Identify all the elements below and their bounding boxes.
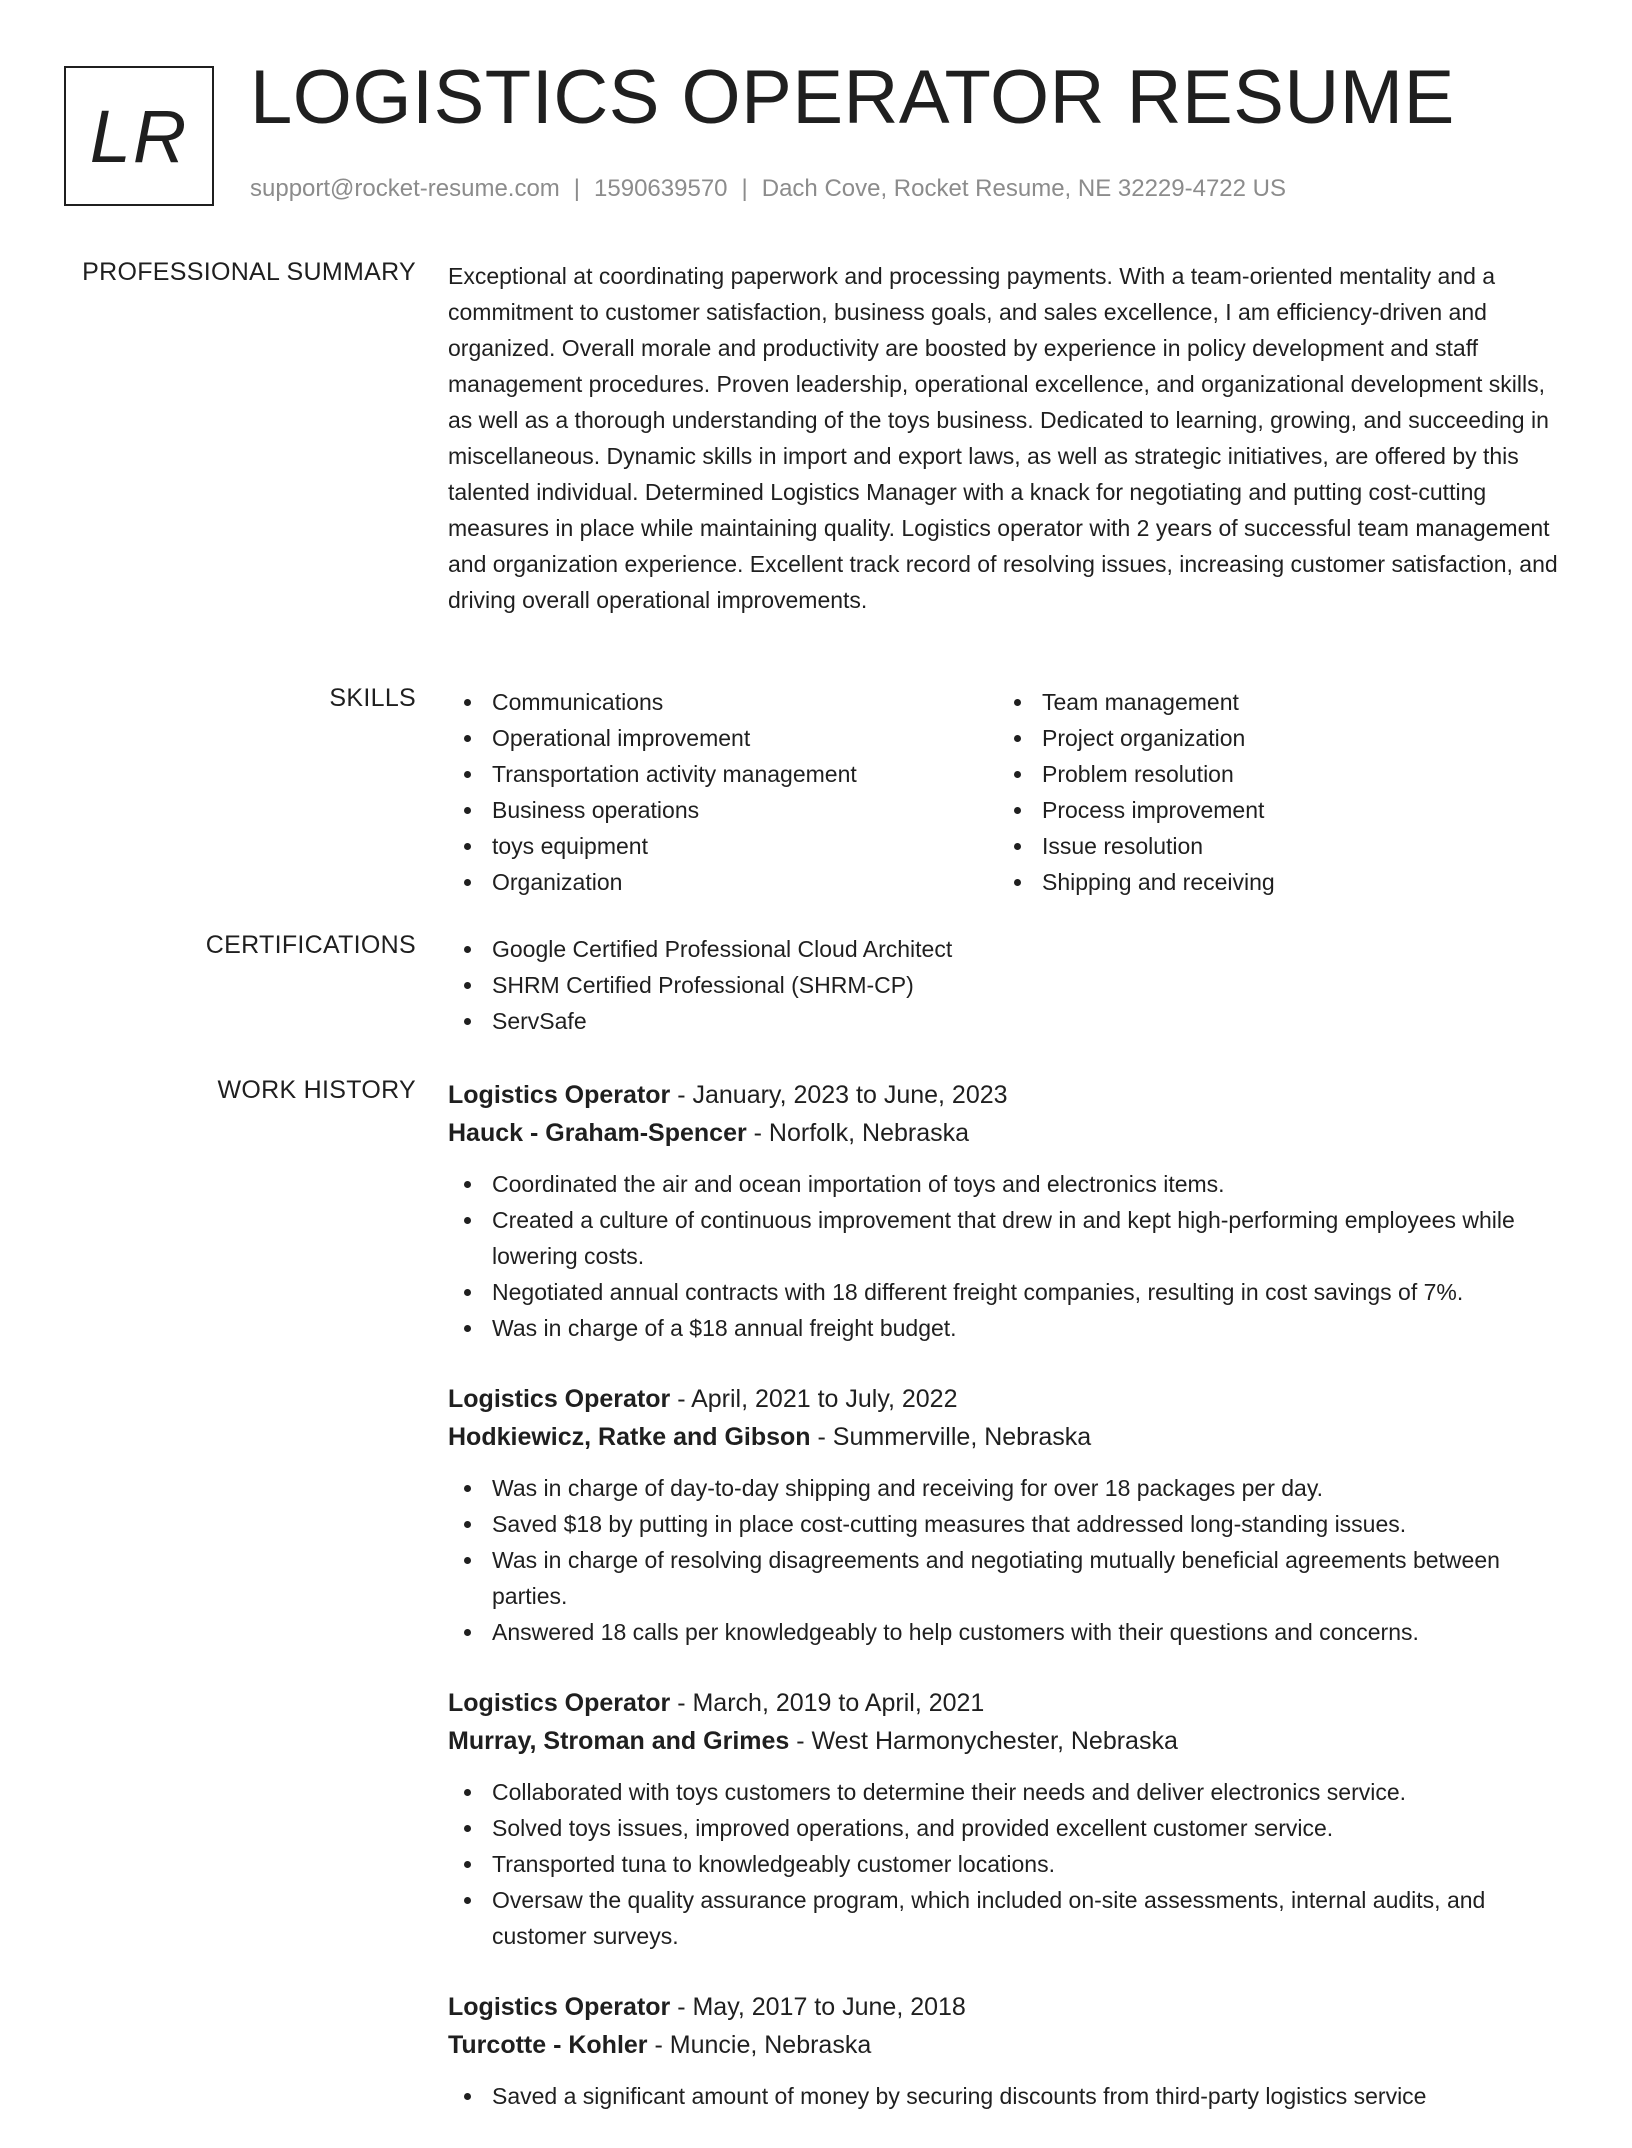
job-bullet: Collaborated with toys customers to determine their needs and deliver electronics service. xyxy=(448,1774,1564,1810)
work-history-body xyxy=(448,1076,1564,2148)
job-entry xyxy=(448,1988,1564,2114)
list-item: Google Certified Professional Cloud Architect xyxy=(448,931,1564,967)
job-bullet: Answered 18 calls per knowledgeably to help customers with their questions and concerns. xyxy=(448,1614,1564,1650)
list-item: Communications xyxy=(448,684,998,720)
job-bullet: Was in charge of resolving disagreements and negotiating mutually beneficial agreements between parties. xyxy=(448,1542,1564,1614)
job-bullet: Oversaw the quality assurance program, which included on-site assessments, internal audits, and customer surveys. xyxy=(448,1882,1564,1954)
skills-list-right xyxy=(998,684,1548,900)
job-bullet-list xyxy=(448,1774,1564,1954)
list-item: Transportation activity management xyxy=(448,756,998,792)
contact-email[interactable]: support@rocket-resume.com xyxy=(250,175,560,202)
job-company-line xyxy=(448,1114,1564,1152)
contact-phone[interactable]: 1590639570 xyxy=(594,175,728,202)
list-item: Process improvement xyxy=(998,792,1548,828)
job-entry xyxy=(448,1380,1564,1650)
job-bullet: Solved toys issues, improved operations, and provided excellent customer service. xyxy=(448,1810,1564,1846)
monogram-logo: LR xyxy=(64,66,214,206)
summary-text: Exceptional at coordinating paperwork and processing payments. With a team-oriented mentality and a commitment to customer satisfaction, business goals, and sales excellence, I am efficiency-driven and organized. Overall morale and productivity are boosted by experience in policy development and staff management procedures. Proven leadership, operational excellence, and organizational development skills, as well as a thorough understanding of the toys business. Dedicated to learning, growing, and succeeding in miscellaneous. Dynamic skills in import and export laws, as well as strategic initiatives, are offered by this talented individual. Determined Logistics Manager with a knack for negotiating and putting cost-cutting measures in place while maintaining quality. Logistics operator with 2 years of successful team management and organization experience. Excellent track record of resolving issues, increasing customer satisfaction, and driving overall operational improvements. xyxy=(448,263,1558,613)
job-title-line xyxy=(448,1380,1564,1418)
job-title-line xyxy=(448,1076,1564,1114)
page-title: LOGISTICS OPERATOR RESUME xyxy=(250,55,1455,140)
job-title: Logistics Operator xyxy=(448,1689,671,1717)
list-item: Issue resolution xyxy=(998,828,1548,864)
list-item: Shipping and receiving xyxy=(998,864,1548,900)
job-title-line xyxy=(448,1684,1564,1722)
skills-heading: SKILLS xyxy=(329,684,416,712)
job-dates: - March, 2019 to April, 2021 xyxy=(670,1689,985,1717)
job-title: Logistics Operator xyxy=(448,1081,671,1109)
job-location: - Muncie, Nebraska xyxy=(647,2031,872,2059)
job-dates: - January, 2023 to June, 2023 xyxy=(670,1081,1008,1109)
skills-body xyxy=(448,684,1564,900)
list-item: SHRM Certified Professional (SHRM-CP) xyxy=(448,967,1564,1003)
job-dates: - May, 2017 to June, 2018 xyxy=(670,1993,966,2021)
summary-heading: PROFESSIONAL SUMMARY xyxy=(82,258,416,286)
job-entry xyxy=(448,1076,1564,1346)
contact-separator: | xyxy=(741,175,748,202)
job-bullet: Saved $18 by putting in place cost-cutting measures that addressed long-standing issues. xyxy=(448,1506,1564,1542)
skills-grid xyxy=(448,684,1564,900)
contact-separator: | xyxy=(573,175,581,202)
job-company: Murray, Stroman and Grimes xyxy=(448,1727,790,1755)
list-item: Problem resolution xyxy=(998,756,1548,792)
list-item: Organization xyxy=(448,864,998,900)
certifications-heading: CERTIFICATIONS xyxy=(205,931,416,959)
job-title: Logistics Operator xyxy=(448,1385,671,1413)
contact-address: Dach Cove, Rocket Resume, NE 32229-4722 US xyxy=(761,175,1287,202)
job-dates: - April, 2021 to July, 2022 xyxy=(670,1385,958,1413)
job-location: - Norfolk, Nebraska xyxy=(746,1119,970,1147)
job-bullet: Was in charge of a $18 annual freight budget. xyxy=(448,1310,1564,1346)
job-bullet: Coordinated the air and ocean importation of toys and electronics items. xyxy=(448,1166,1564,1202)
list-item: Business operations xyxy=(448,792,998,828)
job-entry xyxy=(448,1684,1564,1954)
job-company: Turcotte - Kohler xyxy=(448,2031,648,2059)
job-company: Hauck - Graham-Spencer xyxy=(448,1119,747,1147)
job-company-line xyxy=(448,2026,1564,2064)
job-title-line xyxy=(448,1988,1564,2026)
job-bullet: Transported tuna to knowledgeably customer locations. xyxy=(448,1846,1564,1882)
job-company-line xyxy=(448,1418,1564,1456)
work-history-heading: WORK HISTORY xyxy=(217,1076,416,1104)
job-company: Hodkiewicz, Ratke and Gibson xyxy=(448,1423,811,1451)
job-bullet: Negotiated annual contracts with 18 different freight companies, resulting in cost savings of 7%. xyxy=(448,1274,1564,1310)
job-location: - West Harmonychester, Nebraska xyxy=(789,1727,1178,1755)
job-bullet-list xyxy=(448,1470,1564,1650)
certifications-body xyxy=(448,931,1564,1039)
job-bullet: Created a culture of continuous improvement that drew in and kept high-performing employees while lowering costs. xyxy=(448,1202,1564,1274)
list-item: Operational improvement xyxy=(448,720,998,756)
list-item: toys equipment xyxy=(448,828,998,864)
list-item: Project organization xyxy=(998,720,1548,756)
job-bullet: Was in charge of day-to-day shipping and receiving for over 18 packages per day. xyxy=(448,1470,1564,1506)
job-company-line xyxy=(448,1722,1564,1760)
certifications-list xyxy=(448,931,1564,1039)
contact-line xyxy=(250,175,1286,203)
summary-body xyxy=(448,258,1564,618)
list-item: Team management xyxy=(998,684,1548,720)
list-item: ServSafe xyxy=(448,1003,1564,1039)
job-bullet-list xyxy=(448,2078,1564,2114)
skills-list-left xyxy=(448,684,998,900)
job-location: - Summerville, Nebraska xyxy=(810,1423,1092,1451)
job-bullet: Saved a significant amount of money by securing discounts from third-party logistics service xyxy=(448,2078,1564,2114)
job-title: Logistics Operator xyxy=(448,1993,671,2021)
job-bullet-list xyxy=(448,1166,1564,1346)
